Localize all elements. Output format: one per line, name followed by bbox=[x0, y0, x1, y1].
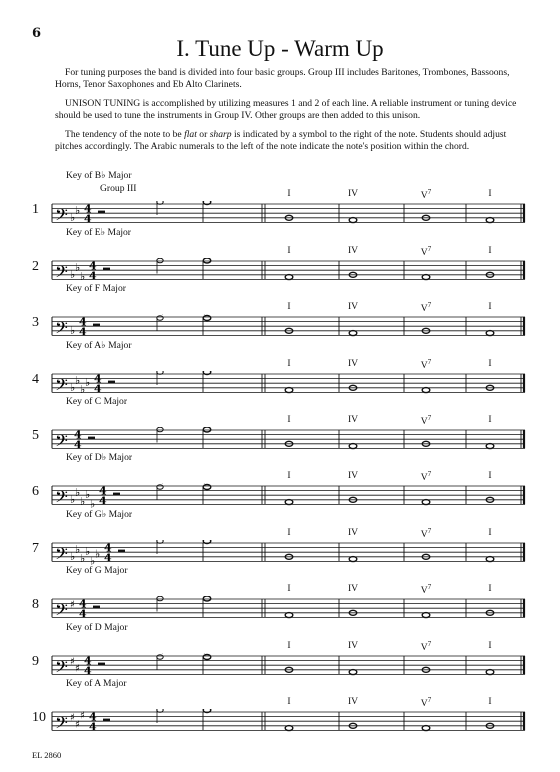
flat-icon: ♭ bbox=[90, 554, 96, 568]
chord-label-final: I bbox=[488, 245, 492, 256]
line-number: 4 bbox=[32, 372, 39, 387]
whole-note bbox=[203, 596, 211, 601]
music-line bbox=[0, 451, 560, 511]
flat-icon: ♭ bbox=[85, 488, 91, 502]
chord-label-subdominant: IV bbox=[347, 414, 359, 425]
chord-whole-note bbox=[422, 726, 430, 731]
whole-note bbox=[203, 201, 211, 205]
chord-label-tonic: I bbox=[287, 414, 291, 425]
chord-label-dominant7: $V^7$ bbox=[420, 527, 432, 540]
sharp-icon: ♯ bbox=[75, 719, 80, 731]
chord-label-dominant7: $V^7$ bbox=[420, 583, 432, 596]
chord-label-final: I bbox=[488, 414, 492, 425]
line-number: 5 bbox=[32, 428, 39, 443]
flat-icon: ♭ bbox=[70, 492, 76, 506]
half-note bbox=[157, 316, 163, 321]
key-label: Key of A♭ Major bbox=[66, 340, 132, 351]
chord-label-tonic: I bbox=[287, 470, 291, 481]
half-note bbox=[157, 201, 163, 204]
chord-label-dominant7: $V^7$ bbox=[420, 640, 432, 653]
bass-clef-icon: 𝄢 bbox=[55, 374, 68, 399]
half-note bbox=[157, 258, 163, 263]
music-line bbox=[0, 226, 560, 286]
sharp-icon: ♯ bbox=[70, 656, 75, 668]
footer-code: EL 2860 bbox=[32, 750, 62, 760]
time-signature-bottom: 4 bbox=[94, 382, 102, 396]
key-label: Key of F Major bbox=[66, 283, 126, 294]
music-line bbox=[0, 169, 560, 229]
flat-icon: ♭ bbox=[85, 376, 91, 390]
chord-label-subdominant: IV bbox=[347, 640, 359, 651]
half-note bbox=[157, 709, 163, 712]
chord-label-subdominant: IV bbox=[347, 470, 359, 481]
chord-label-tonic: I bbox=[287, 640, 291, 651]
line-number: 8 bbox=[32, 597, 39, 612]
chord-label-final: I bbox=[488, 470, 492, 481]
half-rest bbox=[93, 324, 100, 327]
chord-whole-note bbox=[285, 500, 293, 505]
flat-icon: ♭ bbox=[75, 203, 81, 217]
half-rest bbox=[113, 493, 120, 496]
chord-label-tonic: I bbox=[287, 583, 291, 594]
flat-icon: ♭ bbox=[70, 267, 76, 281]
chord-label-dominant7: $V^7$ bbox=[420, 414, 432, 427]
chord-label-subdominant: IV bbox=[347, 358, 359, 369]
chord-whole-note bbox=[349, 444, 357, 449]
whole-note bbox=[203, 709, 211, 713]
chord-label-tonic: I bbox=[287, 358, 291, 369]
line-number: 6 bbox=[32, 484, 39, 499]
flat-icon: ♭ bbox=[85, 545, 91, 559]
flat-icon: ♭ bbox=[70, 323, 76, 337]
flat-icon: ♭ bbox=[80, 270, 86, 284]
music-line bbox=[0, 621, 560, 681]
chord-label-final: I bbox=[488, 583, 492, 594]
time-signature-bottom: 4 bbox=[99, 494, 107, 508]
chord-label-dominant7: $V^7$ bbox=[420, 358, 432, 371]
flat-icon: ♭ bbox=[75, 373, 81, 387]
line-number: 10 bbox=[32, 710, 46, 725]
sharp-icon: ♯ bbox=[70, 712, 75, 724]
whole-note bbox=[203, 485, 211, 490]
time-signature-top: 4 bbox=[74, 428, 82, 442]
whole-note bbox=[203, 655, 211, 660]
sharp-icon: ♯ bbox=[75, 663, 80, 675]
half-rest bbox=[98, 663, 105, 666]
flat-icon: ♭ bbox=[75, 485, 81, 499]
time-signature-bottom: 4 bbox=[84, 664, 92, 678]
flat-word: flat bbox=[184, 129, 197, 140]
chord-label-final: I bbox=[488, 527, 492, 538]
page-number: 6 bbox=[32, 26, 42, 41]
chord-label-subdominant: IV bbox=[347, 245, 359, 256]
time-signature-top: 4 bbox=[89, 259, 97, 273]
half-note bbox=[157, 427, 163, 432]
key-label: Key of A Major bbox=[66, 678, 127, 689]
line-number: 3 bbox=[32, 315, 39, 330]
half-note bbox=[157, 655, 163, 660]
line-number: 2 bbox=[32, 259, 39, 274]
chord-label-subdominant: IV bbox=[347, 583, 359, 594]
flat-icon: ♭ bbox=[75, 542, 81, 556]
chord-whole-note bbox=[422, 275, 430, 280]
time-signature-bottom: 4 bbox=[79, 325, 87, 339]
whole-note bbox=[203, 540, 211, 544]
chord-label-subdominant: IV bbox=[347, 188, 359, 199]
bass-clef-icon: 𝄢 bbox=[55, 261, 68, 286]
chord-whole-note bbox=[285, 726, 293, 731]
time-signature-bottom: 4 bbox=[79, 607, 87, 621]
chord-whole-note bbox=[285, 613, 293, 618]
chord-whole-note bbox=[486, 557, 494, 562]
chord-whole-note bbox=[285, 275, 293, 280]
bass-clef-icon: 𝄢 bbox=[55, 317, 68, 342]
chord-whole-note bbox=[486, 218, 494, 223]
group-label: Group III bbox=[100, 183, 137, 194]
flat-icon: ♭ bbox=[95, 547, 101, 561]
key-label: Key of C Major bbox=[66, 396, 128, 407]
chord-label-final: I bbox=[488, 640, 492, 651]
bass-clef-icon: 𝄢 bbox=[55, 204, 68, 229]
time-signature-top: 4 bbox=[94, 372, 102, 386]
chord-label-dominant7: $V^7$ bbox=[420, 301, 432, 314]
chord-whole-note bbox=[486, 444, 494, 449]
flat-icon: ♭ bbox=[80, 552, 86, 566]
flat-icon: ♭ bbox=[80, 495, 86, 509]
whole-note bbox=[203, 427, 211, 432]
chord-whole-note bbox=[349, 218, 357, 223]
half-rest bbox=[103, 268, 110, 271]
chord-label-tonic: I bbox=[287, 301, 291, 312]
chord-label-tonic: I bbox=[287, 527, 291, 538]
whole-note bbox=[203, 258, 211, 263]
sharp-icon: ♯ bbox=[70, 599, 75, 611]
half-rest bbox=[103, 719, 110, 722]
key-label: Key of G♭ Major bbox=[66, 509, 133, 520]
whole-note bbox=[203, 316, 211, 321]
chord-label-final: I bbox=[488, 301, 492, 312]
half-rest bbox=[88, 437, 95, 440]
chord-label-dominant7: $V^7$ bbox=[420, 696, 432, 709]
music-line bbox=[0, 508, 560, 568]
bass-clef-icon: 𝄢 bbox=[55, 656, 68, 681]
line-number: 9 bbox=[32, 654, 39, 669]
key-label: Key of G Major bbox=[66, 565, 128, 576]
key-label: Key of D♭ Major bbox=[66, 452, 133, 463]
time-signature-bottom: 4 bbox=[84, 212, 92, 226]
time-signature-top: 4 bbox=[79, 597, 87, 611]
key-label: Key of B♭ Major bbox=[66, 170, 132, 181]
chord-whole-note bbox=[422, 500, 430, 505]
half-rest bbox=[93, 606, 100, 609]
chord-label-tonic: I bbox=[287, 188, 291, 199]
chord-whole-note bbox=[422, 613, 430, 618]
chord-label-dominant7: $V^7$ bbox=[420, 245, 432, 258]
chord-label-dominant7: $V^7$ bbox=[420, 470, 432, 483]
chord-label-final: I bbox=[488, 188, 492, 199]
time-signature-bottom: 4 bbox=[89, 269, 97, 283]
music-line bbox=[0, 282, 560, 342]
flat-icon: ♭ bbox=[70, 380, 76, 394]
chord-label-final: I bbox=[488, 696, 492, 707]
chord-label-dominant7: $V^7$ bbox=[420, 188, 432, 201]
bass-clef-icon: 𝄢 bbox=[55, 599, 68, 624]
chord-label-tonic: I bbox=[287, 696, 291, 707]
time-signature-top: 4 bbox=[104, 541, 112, 555]
time-signature-top: 4 bbox=[89, 710, 97, 724]
chord-whole-note bbox=[349, 331, 357, 336]
page-title: I. Tune Up - Warm Up bbox=[176, 36, 384, 61]
time-signature-top: 4 bbox=[84, 654, 92, 668]
line-number: 1 bbox=[32, 202, 39, 217]
time-signature-top: 4 bbox=[79, 315, 87, 329]
half-note bbox=[157, 485, 163, 490]
half-note bbox=[157, 371, 163, 374]
time-signature-bottom: 4 bbox=[74, 438, 82, 452]
chord-label-subdominant: IV bbox=[347, 527, 359, 538]
chord-label-final: I bbox=[488, 358, 492, 369]
flat-icon: ♭ bbox=[80, 383, 86, 397]
sharp-word: sharp bbox=[209, 129, 232, 140]
bass-clef-icon: 𝄢 bbox=[55, 486, 68, 511]
time-signature-bottom: 4 bbox=[104, 551, 112, 565]
music-line bbox=[0, 564, 560, 624]
music-line bbox=[0, 395, 560, 455]
time-signature-top: 4 bbox=[99, 484, 107, 498]
half-rest bbox=[108, 381, 115, 384]
staff bbox=[0, 709, 560, 739]
time-signature-bottom: 4 bbox=[89, 720, 97, 734]
music-line bbox=[0, 339, 560, 399]
half-rest bbox=[98, 211, 105, 214]
flat-icon: ♭ bbox=[90, 497, 96, 511]
flat-icon: ♭ bbox=[70, 210, 76, 224]
music-line bbox=[0, 677, 560, 737]
chord-whole-note bbox=[349, 557, 357, 562]
key-label: Key of E♭ Major bbox=[66, 227, 132, 238]
chord-label-subdominant: IV bbox=[347, 696, 359, 707]
bass-clef-icon: 𝄢 bbox=[55, 543, 68, 568]
chord-whole-note bbox=[349, 670, 357, 675]
chord-whole-note bbox=[486, 670, 494, 675]
flat-icon: ♭ bbox=[70, 549, 76, 563]
intro-paragraph-3: The tendency of the note to be flat or sharp is indicated by a symbol to the right of the note. Students should adjust pitches accordingly. The Arabic numerals to the left of the note indicate the note's position within the chord. bbox=[55, 129, 507, 153]
bass-clef-icon: 𝄢 bbox=[55, 712, 68, 737]
bass-clef-icon: 𝄢 bbox=[55, 430, 68, 455]
half-note bbox=[157, 540, 163, 543]
key-label: Key of D Major bbox=[66, 622, 128, 633]
flat-icon: ♭ bbox=[75, 260, 81, 274]
chord-label-tonic: I bbox=[287, 245, 291, 256]
time-signature-top: 4 bbox=[84, 202, 92, 216]
intro-paragraph-2: UNISON TUNING is accomplished by utilizing measures 1 and 2 of each line. A reliable instrument or tuning device should be used to tune the instruments in Group IV. Other groups are then added to this unison. bbox=[55, 98, 517, 122]
line-number: 7 bbox=[32, 541, 39, 556]
chord-whole-note bbox=[422, 388, 430, 393]
half-note bbox=[157, 596, 163, 601]
sharp-icon: ♯ bbox=[80, 710, 85, 722]
whole-note bbox=[203, 371, 211, 375]
chord-whole-note bbox=[285, 388, 293, 393]
chord-whole-note bbox=[486, 331, 494, 336]
intro-paragraph-1: For tuning purposes the band is divided into four basic groups. Group III includes Baritones, Trombones, Bassoons, Horns, Tenor Saxophones and Eb Alto Clarinets. bbox=[55, 67, 510, 91]
half-rest bbox=[118, 550, 125, 553]
chord-label-subdominant: IV bbox=[347, 301, 359, 312]
